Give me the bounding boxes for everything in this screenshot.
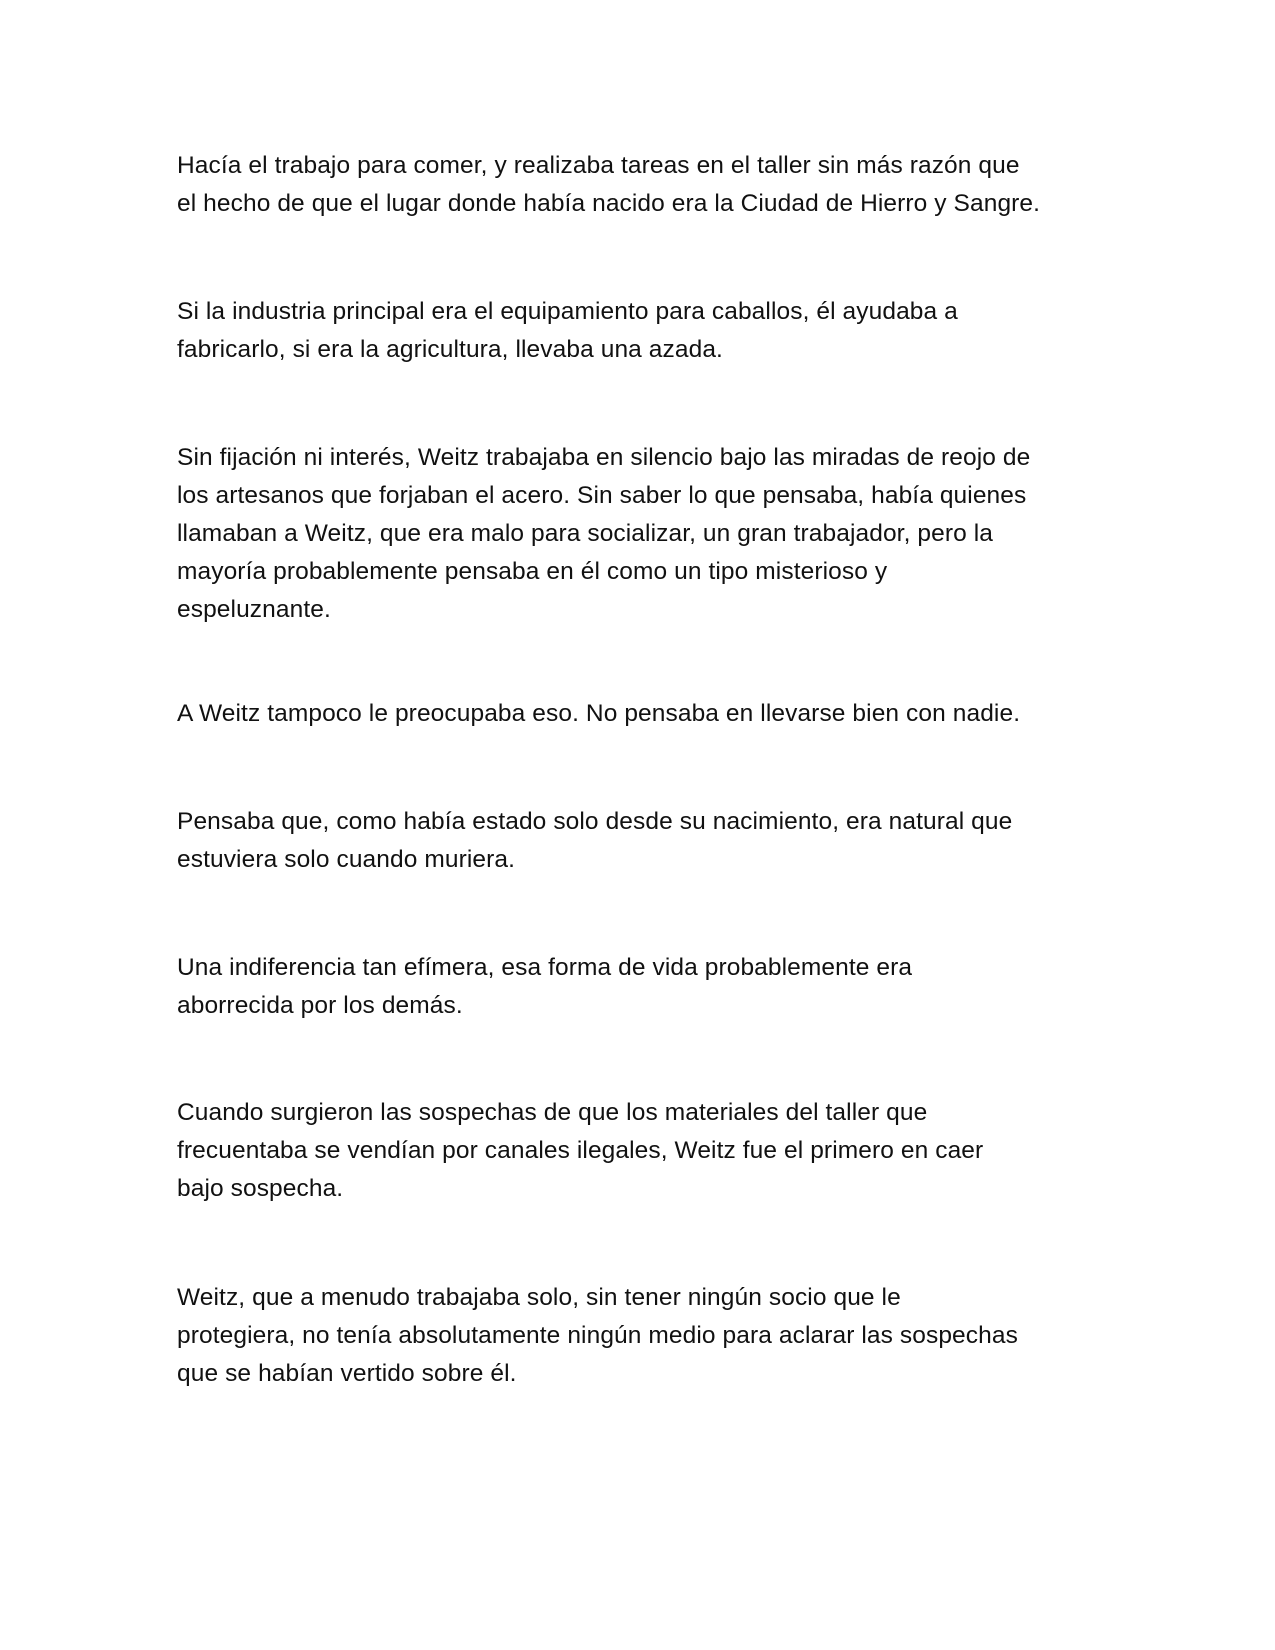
paragraph-line: Hacía el trabajo para comer, y realizaba tareas en el taller sin más razón que [177, 152, 1020, 179]
paragraph-line: el hecho de que el lugar donde había nacido era la Ciudad de Hierro y Sangre. [177, 190, 1041, 217]
paragraph-7 [177, 1094, 1117, 1208]
paragraph-line: bajo sospecha. [177, 1175, 344, 1202]
paragraph-line: frecuentaba se vendían por canales ilegales, Weitz fue el primero en caer [177, 1137, 984, 1164]
paragraph-line: llamaban a Weitz, que era malo para socializar, un gran trabajador, pero la [177, 520, 994, 547]
paragraph-line: mayoría probablemente pensaba en él como un tipo misterioso y [177, 558, 888, 585]
paragraph-line: fabricarlo, si era la agricultura, llevaba una azada. [177, 336, 723, 363]
paragraph-line: Una indiferencia tan efímera, esa forma de vida probablemente era [177, 954, 913, 981]
paragraph-line: Si la industria principal era el equipamiento para caballos, él ayudaba a [177, 298, 958, 325]
paragraph-line: que se habían vertido sobre él. [177, 1360, 517, 1387]
paragraph-line: Pensaba que, como había estado solo desde su nacimiento, era natural que [177, 808, 1013, 835]
paragraph-line: espeluznante. [177, 596, 331, 623]
paragraph-1 [177, 147, 1117, 223]
paragraph-3 [177, 439, 1117, 629]
paragraph-2 [177, 293, 1117, 369]
paragraph-line: los artesanos que forjaban el acero. Sin saber lo que pensaba, había quienes [177, 482, 1027, 509]
paragraph-line: Cuando surgieron las sospechas de que los materiales del taller que [177, 1099, 928, 1126]
paragraph-line: Sin fijación ni interés, Weitz trabajaba en silencio bajo las miradas de reojo de [177, 444, 1031, 471]
paragraph-line: estuviera solo cuando muriera. [177, 846, 516, 873]
paragraph-6 [177, 949, 1117, 1025]
paragraph-line: protegiera, no tenía absolutamente ningún medio para aclarar las sospechas [177, 1322, 1018, 1349]
paragraph-8 [177, 1279, 1117, 1393]
paragraph-line: A Weitz tampoco le preocupaba eso. No pensaba en llevarse bien con nadie. [177, 700, 1021, 727]
paragraph-line: aborrecida por los demás. [177, 992, 463, 1019]
paragraph-line: Weitz, que a menudo trabajaba solo, sin tener ningún socio que le [177, 1284, 901, 1311]
paragraph-4 [177, 695, 1117, 733]
paragraph-5 [177, 803, 1117, 879]
